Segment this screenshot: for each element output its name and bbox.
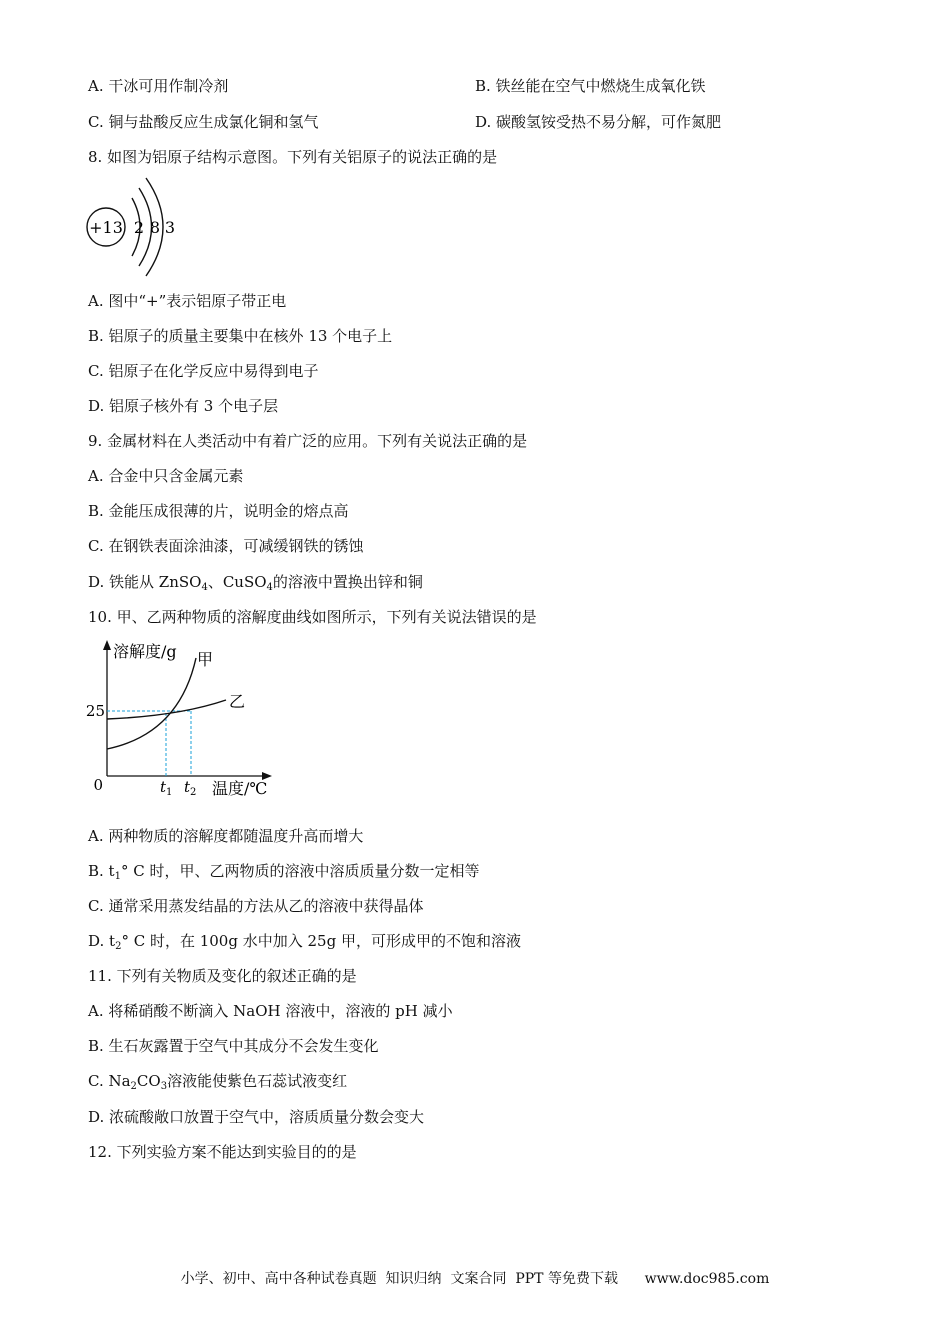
x-axis-label: 温度/℃ xyxy=(212,779,268,798)
q11-option-b: B. 生石灰露置于空气中其成分不会发生变化 xyxy=(88,1037,379,1055)
q10-option-a: A. 两种物质的溶解度都随温度升高而增大 xyxy=(88,827,364,845)
y-axis-arrow xyxy=(103,640,111,650)
series-jia-curve xyxy=(107,658,196,749)
q9-option-c: C. 在钢铁表面涂油漆，可减缓钢铁的锈蚀 xyxy=(88,537,364,555)
x-tick-t1: $t_1$ xyxy=(160,778,173,798)
solubility-chart xyxy=(84,636,280,802)
origin-label: 0 xyxy=(93,776,103,794)
q7-option-b: B. 铁丝能在空气中燃烧生成氧化铁 xyxy=(475,77,706,95)
q7-option-d: D. 碳酸氢铵受热不易分解，可作氮肥 xyxy=(475,113,722,131)
q10-option-d: D. $t_2^\circ$ C 时，在 100g 水中加入 25g 甲，可形成甲的不饱和溶液 xyxy=(88,932,521,952)
series-jia-label: 甲 xyxy=(197,650,214,669)
q9-stem: 9. 金属材料在人类活动中有着广泛的应用。下列有关说法正确的是 xyxy=(88,432,528,450)
q8-option-b: B. 铝原子的质量主要集中在核外 13 个电子上 xyxy=(88,327,393,345)
q8-option-d: D. 铝原子核外有 3 个电子层 xyxy=(88,397,279,415)
series-yi-label: 乙 xyxy=(229,692,246,711)
q10-option-c: C. 通常采用蒸发结晶的方法从乙的溶液中获得晶体 xyxy=(88,897,424,915)
q11-option-d: D. 浓硫酸敞口放置于空气中，溶质质量分数会变大 xyxy=(88,1108,425,1126)
series-yi-curve xyxy=(107,700,226,719)
q8-stem: 8. 如图为铝原子结构示意图。下列有关铝原子的说法正确的是 xyxy=(88,148,498,166)
shell-electrons-2: 8 xyxy=(149,218,161,237)
q9-option-a: A. 合金中只含金属元素 xyxy=(88,467,244,485)
q11-stem: 11. 下列有关物质及变化的叙述正确的是 xyxy=(88,967,357,985)
shell-electrons-3: 3 xyxy=(164,218,176,237)
y-tick-25: 25 xyxy=(85,702,105,720)
shell-electrons-1: 2 xyxy=(133,218,145,237)
q8-option-a: A. 图中“+”表示铝原子带正电 xyxy=(88,292,287,310)
q9-option-b: B. 金能压成很薄的片，说明金的熔点高 xyxy=(88,502,349,520)
q8-option-c: C. 铝原子在化学反应中易得到电子 xyxy=(88,362,319,380)
q12-stem: 12. 下列实验方案不能达到实验目的的是 xyxy=(88,1143,357,1161)
q9-option-d: D. 铁能从 ZnSO$_4$、CuSO$_4$的溶液中置换出锌和铜 xyxy=(88,573,423,593)
x-tick-t2: $t_2$ xyxy=(184,778,197,798)
aluminum-atom-diagram xyxy=(84,174,194,282)
q11-option-a: A. 将稀硝酸不断滴入 NaOH 溶液中，溶液的 pH 减小 xyxy=(88,1002,453,1020)
q11-option-c: C. $Na_2CO_3$溶液能使紫色石蕊试液变红 xyxy=(88,1072,348,1092)
q7-option-c: C. 铜与盐酸反应生成氯化铜和氢气 xyxy=(88,113,319,131)
page-footer: 小学、初中、高中各种试卷真题 知识归纳 文案合同 PPT 等免费下载 www.doc985.com xyxy=(180,1271,770,1287)
nucleus-charge: +13 xyxy=(89,218,123,237)
y-axis-label: 溶解度/g xyxy=(113,642,177,661)
q7-option-a: A. 干冰可用作制冷剂 xyxy=(88,77,229,95)
q10-stem: 10. 甲、乙两种物质的溶解度曲线如图所示，下列有关说法错误的是 xyxy=(88,608,537,626)
q10-option-b: B. $t_1^\circ$ C 时，甲、乙两物质的溶液中溶质质量分数一定相等 xyxy=(88,862,480,882)
